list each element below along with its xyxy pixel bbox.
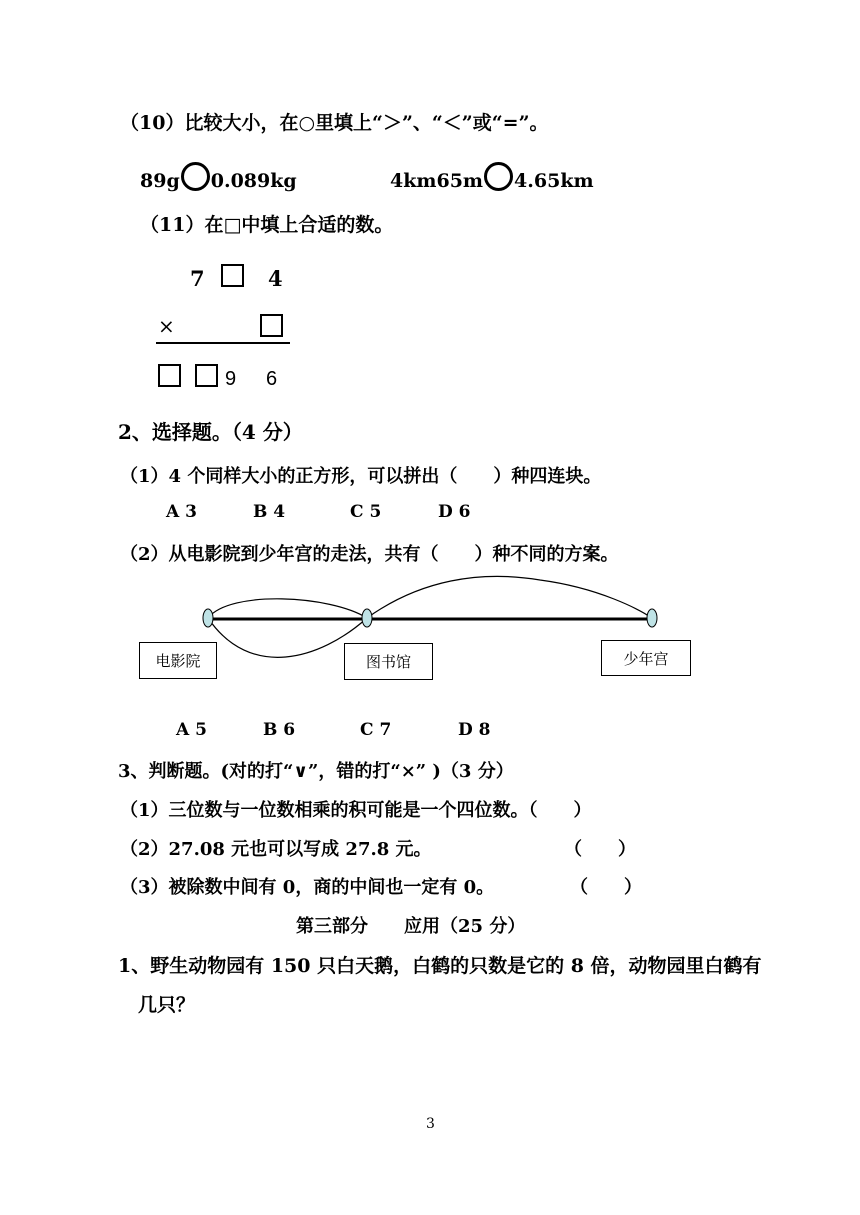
q10-right-compare [390, 162, 594, 192]
sec3-q2-answer[interactable]: （ ） [564, 839, 636, 860]
fill-box-3[interactable] [158, 364, 181, 387]
sec2-q2-opt-a[interactable]: A 5 [176, 720, 207, 740]
sec2-q1-opt-a[interactable]: A 3 [166, 502, 197, 522]
library-node [362, 609, 372, 627]
compare-circle-2[interactable] [484, 162, 513, 191]
q10-title: （10）比较大小，在○里填上“＞”、“＜”或“=”。 [120, 112, 549, 134]
sec2-q1-opt-d[interactable]: D 6 [438, 502, 471, 522]
sec2-q1-opt-b[interactable]: B 4 [253, 502, 286, 522]
q10-right-a: 4km65m [390, 170, 484, 192]
part3-q1-line1: 1、野生动物园有 150 只白天鹅，白鹤的只数是它的 8 倍，动物园里白鹤有 [118, 955, 762, 977]
label-palace: 少年宫 [601, 640, 691, 676]
q11-row3-digit-6: 6 [266, 368, 278, 390]
multiplication-line [156, 342, 290, 344]
part3-q1-line2: 几只？ [138, 994, 196, 1016]
sec2-q2-opt-c[interactable]: C 7 [360, 720, 392, 740]
sec3-q1: （1）三位数与一位数相乘的积可能是一个四位数。（ ） [120, 800, 592, 821]
q11-row1-digit-7: 7 [190, 266, 205, 291]
fill-box-4[interactable] [195, 364, 218, 387]
part3-title: 第三部分 应用（25 分） [296, 916, 526, 937]
q10-left-b: 0.089kg [210, 170, 297, 192]
sec3-q2: （2）27.08 元也可以写成 27.8 元。 [120, 839, 432, 860]
sec3-title: 3、判断题。(对的打“∨”，错的打“×” )（3 分） [118, 761, 514, 782]
times-sign: × [158, 314, 175, 338]
sec3-q3: （3）被除数中间有 0，商的中间也一定有 0。 [120, 877, 495, 898]
sec3-q3-answer[interactable]: （ ） [570, 877, 642, 898]
q11-row3-digit-9: 9 [225, 368, 237, 390]
sec2-q2-opt-d[interactable]: D 8 [458, 720, 491, 740]
compare-circle-1[interactable] [181, 162, 210, 191]
label-library: 图书馆 [344, 643, 433, 680]
q11-title: （11）在□中填上合适的数。 [140, 214, 394, 236]
sec2-q2-opt-b[interactable]: B 6 [263, 720, 296, 740]
sec2-q2: （2）从电影院到少年宫的走法，共有（ ）种不同的方案。 [120, 544, 619, 565]
q11-row1-digit-4: 4 [268, 266, 283, 291]
q10-left-compare [140, 162, 297, 192]
sec2-title: 2、选择题。（4 分） [118, 420, 303, 444]
label-cinema: 电影院 [139, 642, 217, 679]
q10-right-b: 4.65km [514, 170, 594, 192]
page-number: 3 [426, 1116, 435, 1132]
sec2-q1-opt-c[interactable]: C 5 [350, 502, 382, 522]
fill-box-2[interactable] [260, 314, 283, 337]
route-upper-arc-2 [367, 576, 652, 618]
sec2-q1: （1）4 个同样大小的正方形，可以拼出（ ）种四连块。 [120, 466, 602, 487]
route-upper-arc-1 [208, 599, 367, 618]
palace-node [647, 609, 657, 627]
cinema-node [203, 609, 213, 627]
fill-box-1[interactable] [221, 264, 244, 287]
q10-left-a: 89g [140, 170, 180, 192]
